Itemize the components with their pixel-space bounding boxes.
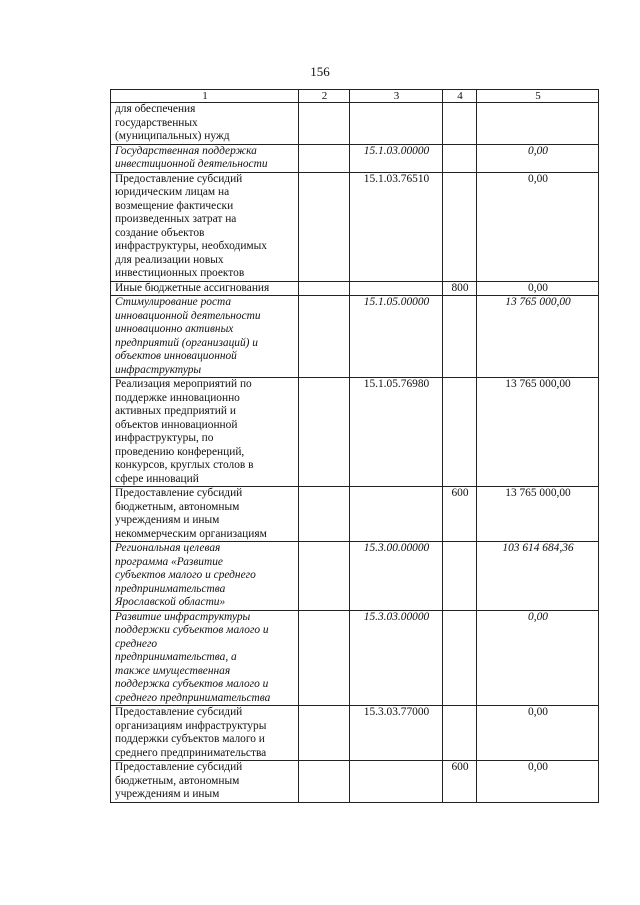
row-code: 15.1.03.76510 <box>350 172 443 281</box>
row-type: 600 <box>443 487 477 542</box>
page-number: 156 <box>310 64 330 79</box>
row-col2 <box>299 281 350 296</box>
row-amount: 0,00 <box>477 144 599 172</box>
row-type: 600 <box>443 761 477 803</box>
table-row <box>111 172 599 281</box>
table-row <box>111 487 599 542</box>
row-amount: 0,00 <box>477 172 599 281</box>
row-amount: 13 765 000,00 <box>477 296 599 378</box>
row-name: Предоставление субсидий бюджетным, автономным учреждениям и иным некоммерческим организациям <box>111 487 299 542</box>
row-name: Иные бюджетные ассигнования <box>111 281 299 296</box>
row-code: 15.1.05.00000 <box>350 296 443 378</box>
row-code: 15.3.03.77000 <box>350 706 443 761</box>
table-row <box>111 281 599 296</box>
row-amount <box>477 103 599 145</box>
row-code: 15.1.03.00000 <box>350 144 443 172</box>
row-col2 <box>299 610 350 706</box>
row-amount: 13 765 000,00 <box>477 378 599 487</box>
row-col2 <box>299 103 350 145</box>
row-type <box>443 103 477 145</box>
row-name: Развитие инфраструктуры поддержки субъектов малого и среднего предпринимательства, а также имущественная поддержка субъектов малого и среднего предпринимательства <box>111 610 299 706</box>
table-row <box>111 378 599 487</box>
row-col2 <box>299 172 350 281</box>
row-name: Региональная целевая программа «Развитие субъектов малого и среднего предпринимательства Ярославской области» <box>111 542 299 611</box>
row-col2 <box>299 706 350 761</box>
row-type <box>443 706 477 761</box>
row-col2 <box>299 378 350 487</box>
row-amount: 103 614 684,36 <box>477 542 599 611</box>
row-code: 15.3.00.00000 <box>350 542 443 611</box>
table-row <box>111 296 599 378</box>
row-col2 <box>299 296 350 378</box>
row-type <box>443 542 477 611</box>
row-name: Стимулирование роста инновационной деятельности инновационно активных предприятий (организаций) и объектов инновационной инфраструктуры <box>111 296 299 378</box>
budget-table <box>110 89 599 803</box>
header-col-4: 4 <box>443 90 477 103</box>
row-code <box>350 281 443 296</box>
row-type: 800 <box>443 281 477 296</box>
row-name: Государственная поддержка инвестиционной деятельности <box>111 144 299 172</box>
row-amount: 13 765 000,00 <box>477 487 599 542</box>
table-row <box>111 610 599 706</box>
row-amount: 0,00 <box>477 281 599 296</box>
row-amount: 0,00 <box>477 706 599 761</box>
row-type <box>443 378 477 487</box>
row-amount: 0,00 <box>477 610 599 706</box>
table-row <box>111 144 599 172</box>
row-code: 15.1.05.76980 <box>350 378 443 487</box>
header-col-5: 5 <box>477 90 599 103</box>
table-row <box>111 706 599 761</box>
row-code: 15.3.03.00000 <box>350 610 443 706</box>
row-name: для обеспечения государственных (муниципальных) нужд <box>111 103 299 145</box>
table-header-row <box>111 90 599 103</box>
row-type <box>443 144 477 172</box>
row-code <box>350 103 443 145</box>
row-col2 <box>299 761 350 803</box>
row-name: Предоставление субсидий организациям инфраструктуры поддержки субъектов малого и среднего предпринимательства <box>111 706 299 761</box>
table-row <box>111 103 599 145</box>
row-col2 <box>299 487 350 542</box>
table-row <box>111 542 599 611</box>
row-name: Предоставление субсидий бюджетным, автономным учреждениям и иным <box>111 761 299 803</box>
table-body <box>111 103 599 803</box>
table-row <box>111 761 599 803</box>
row-type <box>443 296 477 378</box>
header-col-2: 2 <box>299 90 350 103</box>
row-col2 <box>299 144 350 172</box>
row-code <box>350 487 443 542</box>
row-type <box>443 610 477 706</box>
row-col2 <box>299 542 350 611</box>
row-type <box>443 172 477 281</box>
row-amount: 0,00 <box>477 761 599 803</box>
header-col-3: 3 <box>350 90 443 103</box>
header-col-1: 1 <box>111 90 299 103</box>
row-name: Реализация мероприятий по поддержке инновационно активных предприятий и объектов инновационной инфраструктуры, по проведению конференций, конкурсов, круглых столов в сфере инноваций <box>111 378 299 487</box>
row-name: Предоставление субсидий юридическим лицам на возмещение фактически произведенных затрат на создание объектов инфраструктуры, необходимых для реализации новых инвестиционных проектов <box>111 172 299 281</box>
row-code <box>350 761 443 803</box>
